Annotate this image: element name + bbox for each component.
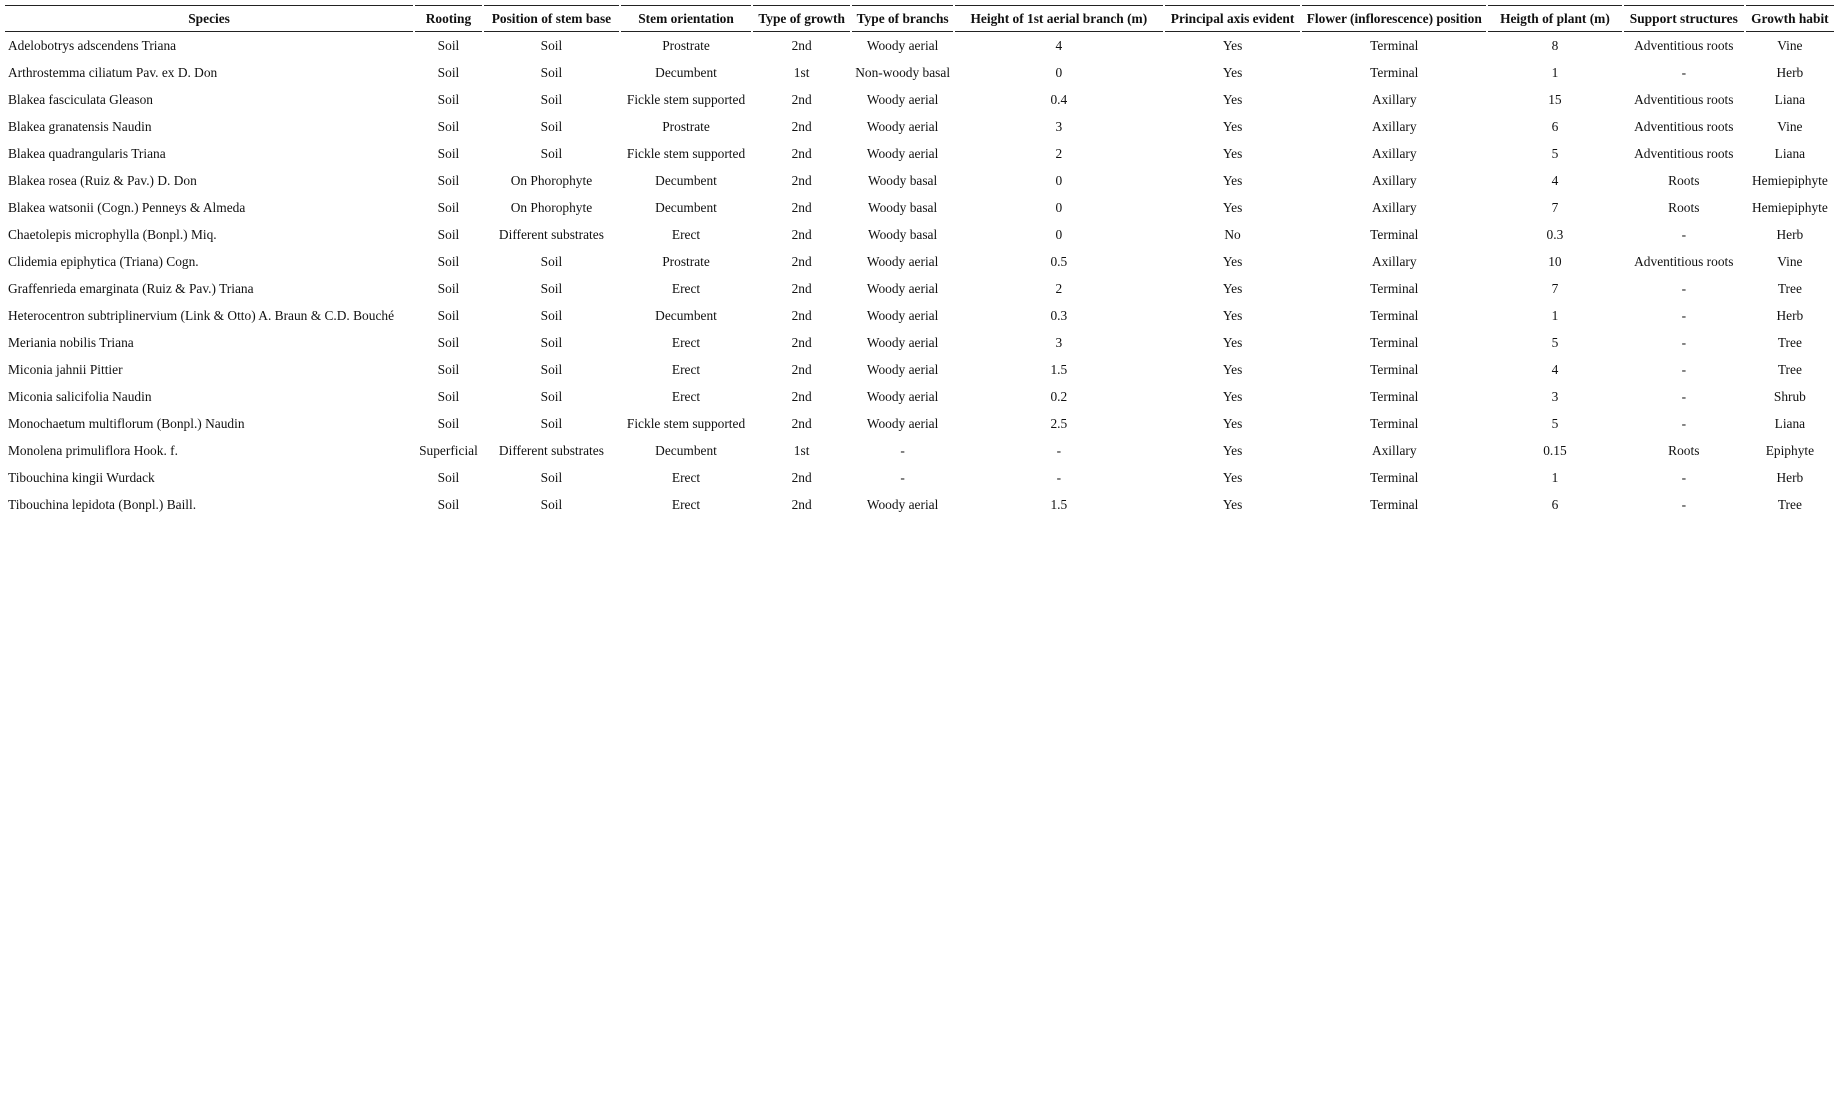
cell-support-structures: - [1681,307,1687,323]
cell-flower-position: Terminal [1370,361,1419,377]
cell-support-structures: Roots [1668,199,1700,215]
cell-branch-type: Woody basal [868,199,938,215]
cell-growth-habit: Liana [1774,91,1806,107]
cell-support-structures: Roots [1668,442,1700,458]
cell-flower-position: Terminal [1370,334,1419,350]
cell-growth-habit: Vine [1777,253,1803,269]
cell-species: Blakea rosea (Ruiz & Pav.) D. Don [8,172,197,188]
cell-plant-height: 5 [1551,334,1559,350]
table-row [5,113,1834,140]
cell-species: Blakea quadrangularis Triana [8,145,166,161]
cell-plant-height: 0.15 [1543,442,1567,458]
cell-stem-base-position: Soil [540,415,563,431]
cell-growth-habit: Vine [1777,118,1803,134]
cell-principal-axis: Yes [1222,469,1243,485]
cell-stem-base-position: Soil [540,145,563,161]
cell-stem-orientation: Fickle stem supported [626,415,746,431]
cell-first-branch-height: 1.5 [1050,361,1068,377]
cell-branch-type: - [900,442,905,458]
column-header-first-branch-height: Height of 1st aerial branch (m) [955,5,1163,32]
cell-growth-habit: Hemiepiphyte [1751,199,1828,215]
cell-principal-axis: Yes [1222,307,1243,323]
cell-principal-axis: Yes [1222,118,1243,134]
cell-first-branch-height: 0 [1055,172,1063,188]
cell-stem-orientation: Decumbent [655,307,717,323]
cell-plant-height: 5 [1551,415,1559,431]
cell-support-structures: - [1681,226,1687,242]
cell-support-structures: - [1681,496,1687,512]
column-header-support-structures: Support structures [1624,5,1744,32]
cell-plant-height: 4 [1551,172,1559,188]
cell-principal-axis: Yes [1222,253,1243,269]
cell-stem-orientation: Erect [671,280,701,296]
cell-flower-position: Axillary [1371,145,1417,161]
cell-stem-orientation: Prostrate [662,118,710,134]
cell-branch-type: Woody aerial [866,361,939,377]
cell-first-branch-height: 2.5 [1050,415,1068,431]
cell-flower-position: Terminal [1370,226,1419,242]
cell-first-branch-height: 0 [1055,199,1063,215]
table-row [5,32,1834,59]
cell-stem-orientation: Erect [671,469,701,485]
cell-first-branch-height: 0.5 [1050,253,1068,269]
cell-branch-type: - [900,469,905,485]
cell-growth-type: 2nd [791,91,812,107]
cell-flower-position: Terminal [1370,469,1419,485]
cell-stem-base-position: Soil [540,118,563,134]
cell-growth-habit: Liana [1774,415,1806,431]
cell-support-structures: - [1681,280,1687,296]
cell-flower-position: Terminal [1370,37,1419,53]
cell-principal-axis: Yes [1222,37,1243,53]
cell-growth-habit: Shrub [1773,388,1806,404]
cell-principal-axis: Yes [1222,91,1243,107]
table-row [5,140,1834,167]
cell-stem-base-position: Soil [540,307,563,323]
cell-growth-habit: Tree [1777,496,1802,512]
cell-stem-orientation: Erect [671,388,701,404]
column-header-species: Species [5,5,413,32]
cell-rooting: Soil [437,496,460,512]
cell-flower-position: Axillary [1371,442,1417,458]
cell-growth-habit: Tree [1777,361,1802,377]
cell-branch-type: Woody aerial [866,280,939,296]
cell-growth-type: 2nd [791,145,812,161]
cell-growth-type: 2nd [791,334,812,350]
cell-growth-type: 2nd [791,307,812,323]
cell-support-structures: Roots [1668,172,1700,188]
cell-stem-orientation: Erect [671,334,701,350]
cell-support-structures: - [1681,361,1687,377]
table-row [5,437,1834,464]
cell-first-branch-height: 0 [1055,226,1063,242]
cell-rooting: Soil [437,226,460,242]
cell-species: Heterocentron subtriplinervium (Link & Otto) A. Braun & C.D. Bouché [8,307,395,323]
cell-stem-orientation: Erect [671,226,701,242]
cell-flower-position: Axillary [1371,91,1417,107]
cell-branch-type: Woody aerial [866,253,939,269]
cell-first-branch-height: - [1056,469,1062,485]
cell-branch-type: Woody aerial [866,37,939,53]
table-row [5,329,1834,356]
cell-growth-habit: Vine [1777,37,1803,53]
table-row [5,383,1834,410]
cell-rooting: Soil [437,307,460,323]
cell-growth-type: 1st [793,64,810,80]
table-row [5,221,1834,248]
cell-growth-habit: Hemiepiphyte [1751,172,1828,188]
cell-rooting: Soil [437,334,460,350]
cell-growth-type: 2nd [791,496,812,512]
cell-stem-base-position: Soil [540,253,563,269]
cell-plant-height: 0.3 [1546,226,1564,242]
cell-plant-height: 3 [1551,388,1559,404]
cell-support-structures: Adventitious roots [1634,91,1734,107]
cell-growth-type: 2nd [791,199,812,215]
cell-plant-height: 8 [1551,37,1559,53]
cell-branch-type: Woody aerial [866,145,939,161]
cell-rooting: Soil [437,64,460,80]
cell-principal-axis: Yes [1222,388,1243,404]
cell-rooting: Soil [437,280,460,296]
cell-growth-habit: Herb [1776,469,1804,485]
cell-principal-axis: Yes [1222,334,1243,350]
table-row [5,194,1834,221]
cell-stem-orientation: Decumbent [655,172,717,188]
cell-first-branch-height: 1.5 [1050,496,1068,512]
cell-flower-position: Terminal [1370,307,1419,323]
cell-first-branch-height: 4 [1055,37,1063,53]
cell-stem-base-position: Soil [540,280,563,296]
column-header-stem-base-position: Position of stem base [484,5,619,32]
column-header-growth-habit: Growth habit [1746,5,1834,32]
cell-flower-position: Axillary [1371,199,1417,215]
cell-principal-axis: Yes [1222,64,1243,80]
cell-rooting: Soil [437,469,460,485]
cell-principal-axis: Yes [1222,361,1243,377]
cell-plant-height: 4 [1551,361,1559,377]
column-header-branch-type: Type of branchs [852,5,953,32]
cell-support-structures: - [1681,388,1687,404]
cell-species: Miconia salicifolia Naudin [8,388,152,404]
cell-principal-axis: Yes [1222,199,1243,215]
cell-growth-type: 2nd [791,280,812,296]
cell-first-branch-height: 0.4 [1050,91,1068,107]
species-traits-table [3,5,1836,518]
cell-stem-orientation: Prostrate [662,37,710,53]
cell-plant-height: 7 [1551,280,1559,296]
cell-rooting: Soil [437,415,460,431]
cell-stem-orientation: Decumbent [655,199,717,215]
cell-species: Clidemia epiphytica (Triana) Cogn. [8,253,199,269]
cell-flower-position: Terminal [1370,415,1419,431]
cell-branch-type: Woody aerial [866,307,939,323]
cell-rooting: Soil [437,253,460,269]
table-row [5,464,1834,491]
column-header-growth-type: Type of growth [753,5,850,32]
column-header-plant-height: Heigth of plant (m) [1488,5,1622,32]
table-row [5,167,1834,194]
column-header-flower-position: Flower (inflorescence) position [1302,5,1486,32]
cell-first-branch-height: 0.2 [1050,388,1068,404]
cell-branch-type: Woody aerial [866,388,939,404]
cell-species: Chaetolepis microphylla (Bonpl.) Miq. [8,226,217,242]
cell-branch-type: Non-woody basal [855,64,951,80]
cell-first-branch-height: 0.3 [1050,307,1068,323]
cell-principal-axis: Yes [1222,145,1243,161]
cell-support-structures: Adventitious roots [1634,37,1734,53]
cell-flower-position: Axillary [1371,253,1417,269]
cell-species: Adelobotrys adscendens Triana [8,37,177,53]
cell-stem-base-position: Different substrates [498,226,604,242]
column-header-principal-axis: Principal axis evident [1165,5,1301,32]
table-row [5,59,1834,86]
cell-plant-height: 6 [1551,496,1559,512]
cell-stem-orientation: Prostrate [662,253,710,269]
cell-branch-type: Woody aerial [866,118,939,134]
cell-stem-base-position: Soil [540,469,563,485]
cell-species: Blakea granatensis Naudin [8,118,152,134]
table-row [5,86,1834,113]
cell-growth-type: 2nd [791,469,812,485]
cell-species: Monolena primuliflora Hook. f. [8,442,178,458]
column-header-stem-orientation: Stem orientation [621,5,751,32]
cell-growth-habit: Epiphyte [1765,442,1815,458]
cell-branch-type: Woody aerial [866,334,939,350]
cell-plant-height: 1 [1551,307,1559,323]
cell-species: Miconia jahnii Pittier [8,361,123,377]
cell-rooting: Soil [437,172,460,188]
cell-rooting: Soil [437,361,460,377]
table-body [5,32,1834,518]
table-row [5,356,1834,383]
cell-flower-position: Terminal [1370,64,1419,80]
header-row [5,5,1834,32]
cell-growth-type: 2nd [791,361,812,377]
cell-plant-height: 10 [1548,253,1562,269]
table-row [5,248,1834,275]
cell-stem-base-position: Soil [540,91,563,107]
cell-branch-type: Woody basal [868,172,938,188]
cell-stem-base-position: On Phorophyte [510,199,593,215]
cell-growth-type: 2nd [791,226,812,242]
cell-species: Arthrostemma ciliatum Pav. ex D. Don [8,64,218,80]
cell-rooting: Soil [437,37,460,53]
cell-stem-orientation: Fickle stem supported [626,145,746,161]
cell-growth-type: 2nd [791,253,812,269]
cell-plant-height: 6 [1551,118,1559,134]
table-row [5,491,1834,518]
cell-first-branch-height: 2 [1055,280,1063,296]
column-header-rooting: Rooting [415,5,482,32]
cell-stem-base-position: Different substrates [498,442,604,458]
cell-stem-base-position: Soil [540,37,563,53]
cell-growth-habit: Tree [1777,334,1802,350]
cell-stem-orientation: Decumbent [655,64,717,80]
cell-support-structures: - [1681,415,1687,431]
cell-plant-height: 15 [1548,91,1562,107]
cell-flower-position: Axillary [1371,118,1417,134]
cell-first-branch-height: - [1056,442,1062,458]
cell-principal-axis: Yes [1222,496,1243,512]
cell-growth-habit: Herb [1776,64,1804,80]
cell-rooting: Soil [437,118,460,134]
cell-support-structures: - [1681,64,1687,80]
cell-principal-axis: Yes [1222,280,1243,296]
cell-growth-habit: Herb [1776,307,1804,323]
cell-stem-base-position: Soil [540,334,563,350]
cell-plant-height: 7 [1551,199,1559,215]
cell-species: Meriania nobilis Triana [8,334,134,350]
cell-first-branch-height: 0 [1055,64,1063,80]
cell-species: Tibouchina lepidota (Bonpl.) Baill. [8,496,197,512]
cell-growth-type: 2nd [791,172,812,188]
cell-principal-axis: Yes [1222,415,1243,431]
cell-branch-type: Woody basal [868,226,938,242]
cell-principal-axis: Yes [1222,172,1243,188]
cell-stem-orientation: Decumbent [655,442,717,458]
cell-species: Monochaetum multiflorum (Bonpl.) Naudin [8,415,245,431]
cell-growth-type: 2nd [791,37,812,53]
cell-first-branch-height: 3 [1055,334,1063,350]
cell-growth-type: 2nd [791,415,812,431]
table-row [5,302,1834,329]
cell-stem-base-position: Soil [540,64,563,80]
cell-species: Blakea watsonii (Cogn.) Penneys & Almeda [8,199,246,215]
table-row [5,410,1834,437]
cell-flower-position: Terminal [1370,388,1419,404]
cell-plant-height: 5 [1551,145,1559,161]
cell-support-structures: Adventitious roots [1634,118,1734,134]
cell-species: Tibouchina kingii Wurdack [8,469,155,485]
cell-support-structures: - [1681,469,1687,485]
cell-stem-base-position: Soil [540,496,563,512]
cell-flower-position: Terminal [1370,496,1419,512]
cell-flower-position: Terminal [1370,280,1419,296]
cell-stem-base-position: On Phorophyte [510,172,593,188]
cell-principal-axis: Yes [1222,442,1243,458]
cell-rooting: Soil [437,91,460,107]
cell-stem-orientation: Erect [671,496,701,512]
cell-stem-base-position: Soil [540,361,563,377]
cell-growth-habit: Tree [1777,280,1802,296]
cell-support-structures: - [1681,334,1687,350]
cell-branch-type: Woody aerial [866,91,939,107]
cell-stem-base-position: Soil [540,388,563,404]
cell-support-structures: Adventitious roots [1634,253,1734,269]
cell-growth-type: 2nd [791,388,812,404]
cell-stem-orientation: Fickle stem supported [626,91,746,107]
cell-branch-type: Woody aerial [866,496,939,512]
cell-flower-position: Axillary [1371,172,1417,188]
cell-growth-habit: Herb [1776,226,1804,242]
cell-rooting: Soil [437,388,460,404]
cell-plant-height: 1 [1551,64,1559,80]
cell-rooting: Soil [437,199,460,215]
cell-growth-type: 2nd [791,118,812,134]
cell-first-branch-height: 3 [1055,118,1063,134]
cell-principal-axis: No [1224,226,1241,242]
cell-species: Graffenrieda emarginata (Ruiz & Pav.) Triana [8,280,254,296]
table-row [5,275,1834,302]
cell-rooting: Soil [437,145,460,161]
cell-support-structures: Adventitious roots [1634,145,1734,161]
cell-first-branch-height: 2 [1055,145,1063,161]
cell-rooting: Superficial [419,442,478,458]
cell-stem-orientation: Erect [671,361,701,377]
cell-growth-habit: Liana [1774,145,1806,161]
cell-plant-height: 1 [1551,469,1559,485]
cell-branch-type: Woody aerial [866,415,939,431]
cell-growth-type: 1st [793,442,810,458]
cell-species: Blakea fasciculata Gleason [8,91,153,107]
